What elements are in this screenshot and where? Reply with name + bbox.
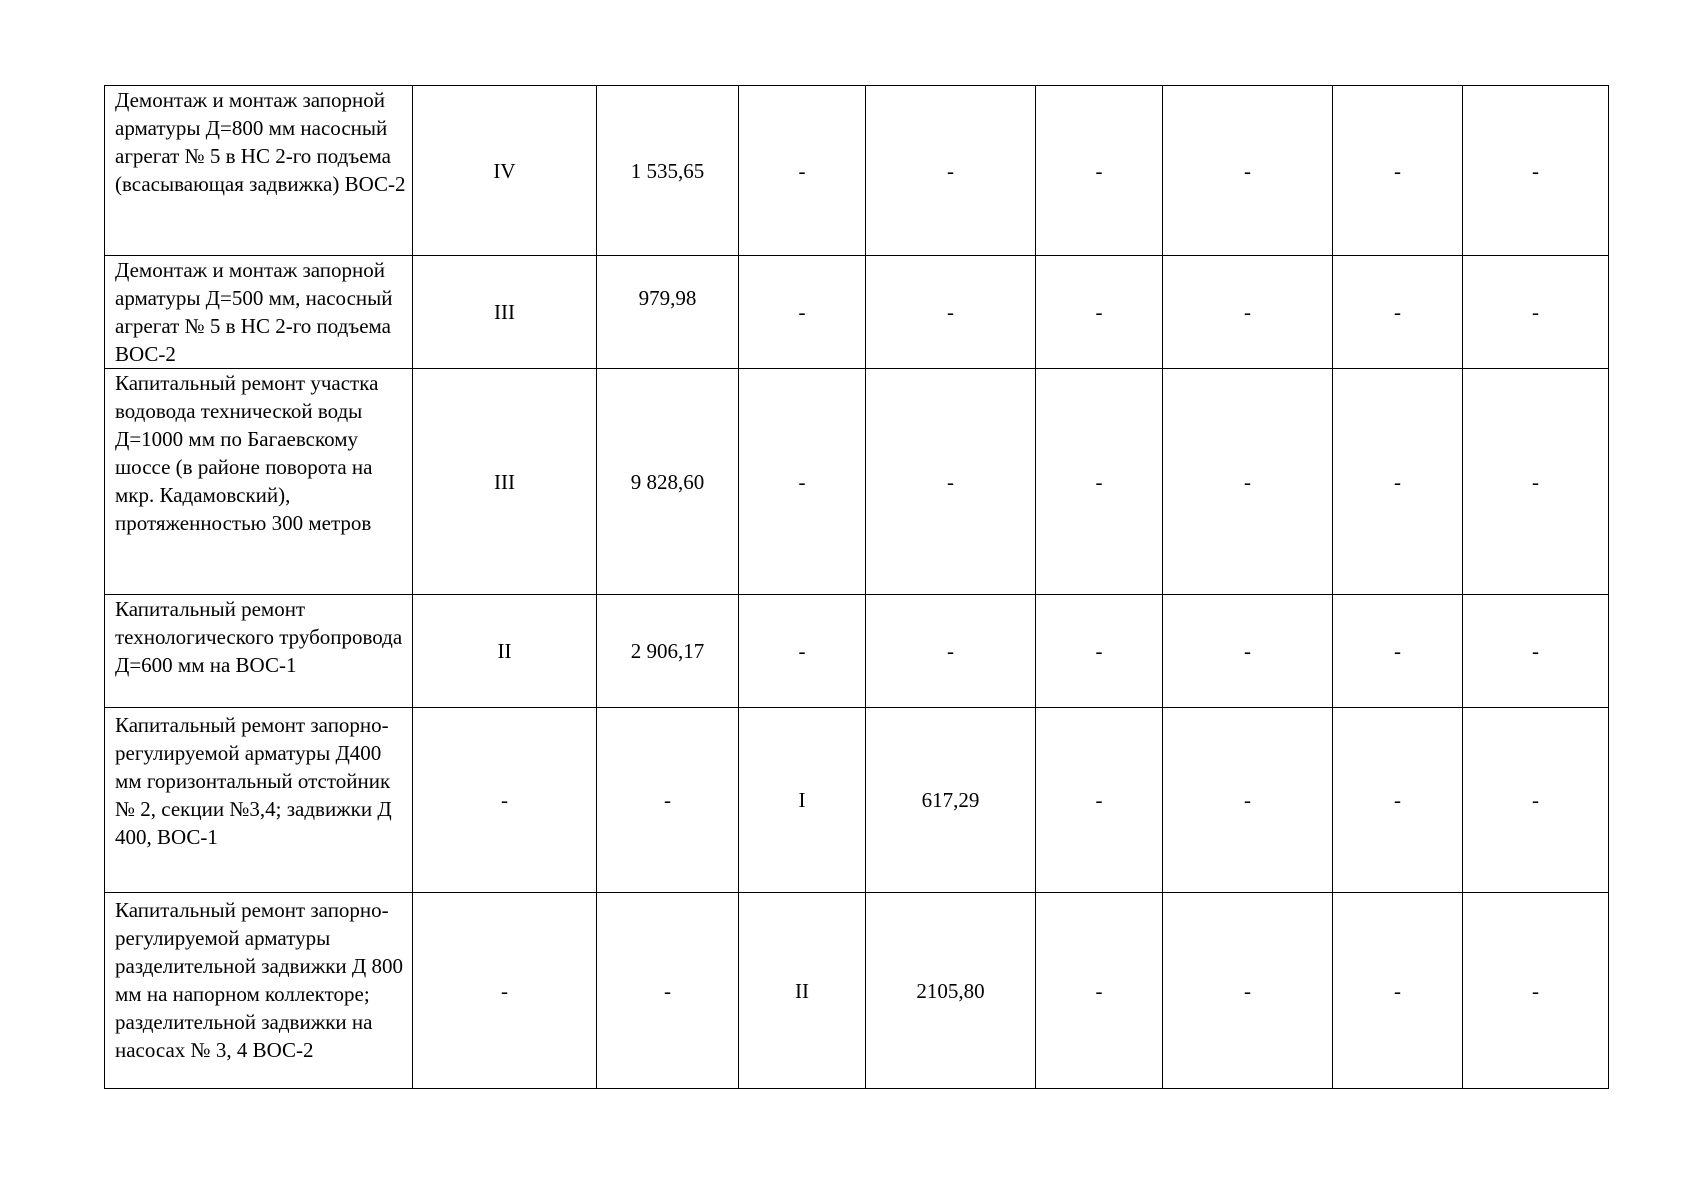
table-cell: - — [1463, 369, 1609, 595]
work-description: Демонтаж и монтаж запорной арматуры Д=500 мм, насосный агрегат № 5 в НС 2-го подъема ВОС-2 — [105, 256, 413, 369]
table-cell: - — [866, 595, 1036, 708]
table-cell: - — [866, 369, 1036, 595]
table-cell: - — [1463, 708, 1609, 893]
table-cell: - — [739, 595, 866, 708]
table-cell: - — [1333, 86, 1463, 256]
table-cell: 2105,80 — [866, 893, 1036, 1089]
table-cell: III — [413, 256, 597, 369]
table-cell: - — [1163, 595, 1333, 708]
table-cell: - — [1333, 708, 1463, 893]
table-cell: II — [739, 893, 866, 1089]
table-row — [105, 595, 1609, 708]
table-cell: - — [1036, 893, 1163, 1089]
table-cell: - — [1163, 256, 1333, 369]
cell-value: 979,98 — [638, 286, 697, 310]
table-cell: - — [739, 369, 866, 595]
table-cell: - — [1036, 708, 1163, 893]
table-cell: - — [1333, 256, 1463, 369]
work-description: Демонтаж и монтаж запорной арматуры Д=800 мм насосный агрегат № 5 в НС 2-го подъема (всасывающая задвижка) ВОС-2 — [105, 86, 413, 256]
table-cell — [597, 256, 739, 369]
table-cell: IV — [413, 86, 597, 256]
table-cell: - — [597, 893, 739, 1089]
work-description: Капитальный ремонт запорно-регулируемой арматуры разделительной задвижки Д 800 мм на напорном коллекторе; разделительной задвижки на насосах № 3, 4 ВОС-2 — [105, 893, 413, 1089]
table-cell: - — [597, 708, 739, 893]
table-cell: - — [1463, 893, 1609, 1089]
table-cell: II — [413, 595, 597, 708]
table-cell: III — [413, 369, 597, 595]
table-cell: - — [1463, 86, 1609, 256]
table-cell: - — [413, 708, 597, 893]
table-cell: - — [1333, 595, 1463, 708]
work-description: Капитальный ремонт участка водовода технической воды Д=1000 мм по Багаевскому шоссе (в районе поворота на мкр. Кадамовский), протяженностью 300 метров — [105, 369, 413, 595]
table-cell: 2 906,17 — [597, 595, 739, 708]
table-cell: - — [1036, 256, 1163, 369]
table-cell: - — [413, 893, 597, 1089]
table-cell: - — [739, 86, 866, 256]
table-row — [105, 256, 1609, 369]
table-cell: - — [1036, 86, 1163, 256]
table-cell: 9 828,60 — [597, 369, 739, 595]
table-cell: - — [1163, 86, 1333, 256]
table-cell: - — [1463, 256, 1609, 369]
table-row — [105, 708, 1609, 893]
table-cell: - — [866, 256, 1036, 369]
work-description: Капитальный ремонт запорно-регулируемой арматуры Д400 мм горизонтальный отстойник № 2, секции №3,4; задвижки Д 400, ВОС-1 — [105, 708, 413, 893]
table-cell: - — [739, 256, 866, 369]
works-table — [104, 85, 1609, 1089]
table-row — [105, 893, 1609, 1089]
table-row — [105, 86, 1609, 256]
table-cell: - — [1163, 369, 1333, 595]
table-cell: - — [866, 86, 1036, 256]
table-cell: - — [1333, 893, 1463, 1089]
table-cell: - — [1463, 595, 1609, 708]
table-cell: - — [1163, 893, 1333, 1089]
work-description: Капитальный ремонт технологического трубопровода Д=600 мм на ВОС-1 — [105, 595, 413, 708]
table-cell: - — [1163, 708, 1333, 893]
table-cell: - — [1036, 369, 1163, 595]
table-row — [105, 369, 1609, 595]
table-cell: I — [739, 708, 866, 893]
table-cell: - — [1333, 369, 1463, 595]
table-cell: 1 535,65 — [597, 86, 739, 256]
table-cell: 617,29 — [866, 708, 1036, 893]
table-cell: - — [1036, 595, 1163, 708]
